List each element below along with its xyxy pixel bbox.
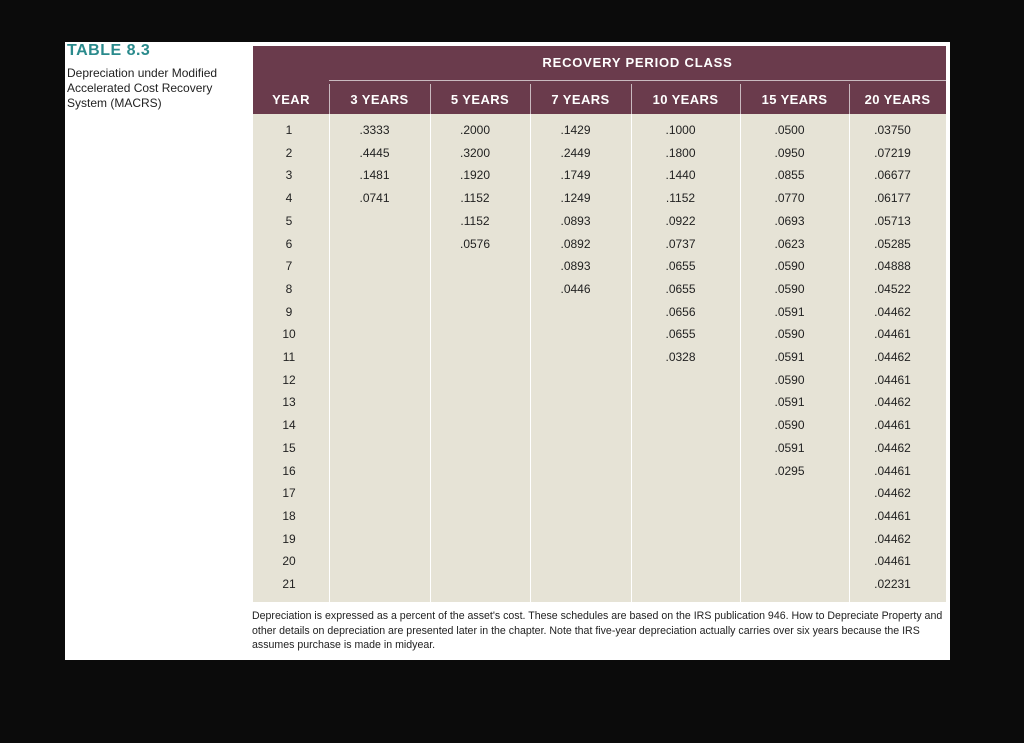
rate-cell-15-years: .0591: [774, 304, 805, 319]
rate-cell-10-years: .0655: [665, 327, 696, 342]
column-divider: [530, 114, 531, 602]
recovery-period-label: RECOVERY PERIOD CLASS: [542, 55, 733, 70]
rate-cell-10-years: .0655: [665, 281, 696, 296]
rate-cell-10-years: .0656: [665, 304, 696, 319]
rate-cell-5-years: .0576: [459, 236, 491, 251]
rate-cell-15-years: .0590: [774, 259, 805, 274]
header-divider: [329, 84, 330, 114]
column-divider: [329, 114, 330, 602]
rate-cell-7-years: .2449: [560, 145, 591, 160]
rate-cell-10-years: .1440: [665, 168, 696, 183]
rate-cell-15-years: .0770: [774, 191, 805, 206]
rate-cell-3-years: .1481: [359, 168, 390, 183]
column-divider: [849, 114, 850, 602]
year-cell: 19: [282, 531, 296, 546]
rate-cell-20-years: .04461: [874, 372, 911, 387]
header-divider: [530, 84, 531, 114]
rate-cell-20-years: .06677: [874, 168, 911, 183]
year-cell: 13: [282, 395, 296, 410]
year-cell: 20: [282, 554, 296, 569]
rate-cell-15-years: .0591: [774, 440, 805, 455]
rate-cell-20-years: .05285: [874, 236, 911, 251]
rate-cell-15-years: .0855: [774, 168, 805, 183]
rate-cell-20-years: .03750: [874, 123, 911, 137]
year-cell: 21: [282, 577, 296, 591]
rate-cell-5-years: .1152: [460, 191, 490, 206]
year-cell: 11: [282, 350, 296, 364]
rate-cell-10-years: .1800: [665, 145, 696, 160]
column-header-3-years: 3 YEARS: [350, 91, 409, 107]
year-cell: 18: [282, 508, 296, 523]
rate-cell-10-years: .0737: [665, 236, 696, 251]
year-cell: 14: [282, 418, 296, 433]
column-header-7-years: 7 YEARS: [551, 91, 610, 107]
year-cell: 4: [285, 191, 293, 206]
rate-cell-20-years: .04462: [874, 350, 911, 364]
rate-cell-20-years: .04462: [874, 531, 911, 546]
table-footnote: Depreciation is expressed as a percent of the asset's cost. These schedules are based on the IRS publication 946. How to Depreciate Property and other details on depreciation are presented later in the chapter. Note that five-year depreciation actually carries over six years because the IRS assumes purchase is made in midyear.: [252, 610, 943, 651]
column-divider: [430, 114, 431, 602]
rate-cell-20-years: .04462: [874, 395, 911, 410]
rate-cell-10-years: .1000: [665, 123, 696, 137]
rate-cell-20-years: .05713: [874, 213, 911, 228]
rate-cell-20-years: .04462: [874, 304, 911, 319]
rate-cell-20-years: .04461: [874, 327, 911, 342]
rate-cell-20-years: .04461: [874, 554, 911, 569]
column-header-5-years: 5 YEARS: [450, 91, 510, 107]
rate-cell-5-years: .1152: [460, 213, 490, 228]
rate-cell-15-years: .0591: [774, 395, 805, 410]
year-cell: 7: [285, 259, 293, 274]
year-cell: 17: [282, 486, 296, 501]
year-cell: 5: [285, 213, 293, 228]
column-header-year: YEAR: [272, 91, 310, 107]
rate-cell-3-years: .0741: [359, 191, 390, 206]
rate-cell-3-years: .4445: [359, 145, 390, 160]
year-cell: 10: [282, 327, 296, 342]
table-title: TABLE 8.3: [67, 42, 151, 59]
year-cell: 1: [285, 123, 293, 137]
table-caption: [67, 42, 247, 111]
rate-cell-10-years: .0922: [665, 213, 696, 228]
rate-cell-20-years: .02231: [874, 577, 911, 591]
rate-cell-10-years: .1152: [665, 191, 696, 206]
column-header-10-years: 10 YEARS: [652, 91, 719, 107]
header-divider: [430, 84, 431, 114]
rate-cell-15-years: .0590: [774, 418, 805, 433]
rate-cell-5-years: .3200: [459, 145, 491, 160]
rate-cell-20-years: .04888: [874, 259, 911, 274]
rate-cell-15-years: .0295: [774, 463, 805, 478]
rate-cell-15-years: .0950: [774, 145, 805, 160]
column-divider: [740, 114, 741, 602]
rate-cell-20-years: .04462: [874, 486, 911, 501]
rate-cell-7-years: .0893: [560, 213, 591, 228]
rate-cell-7-years: .1429: [560, 123, 591, 137]
rate-cell-7-years: .0892: [560, 236, 591, 251]
rate-cell-20-years: .04522: [874, 281, 911, 296]
rate-cell-7-years: .1749: [560, 168, 591, 183]
year-cell: 16: [282, 463, 296, 478]
rate-cell-10-years: .0655: [665, 259, 696, 274]
rate-cell-5-years: .1920: [459, 168, 491, 183]
rate-cell-20-years: .07219: [874, 145, 911, 160]
table-header: [253, 46, 946, 114]
rate-cell-20-years: .06177: [874, 191, 911, 206]
rate-cell-15-years: .0693: [774, 213, 805, 228]
rate-cell-15-years: .0590: [774, 327, 805, 342]
rate-cell-15-years: .0500: [774, 123, 805, 137]
rate-cell-7-years: .0446: [560, 281, 591, 296]
year-cell: 12: [282, 372, 296, 387]
table-description: Depreciation under Modified Accelerated Cost Recovery System (MACRS): [67, 66, 218, 110]
header-divider: [740, 84, 741, 114]
column-divider: [631, 114, 632, 602]
rate-cell-15-years: .0590: [774, 281, 805, 296]
rate-cell-15-years: .0591: [774, 350, 805, 364]
year-cell: 2: [285, 145, 293, 160]
rate-cell-5-years: .2000: [459, 123, 491, 137]
year-cell: 15: [282, 440, 296, 455]
year-cell: 9: [285, 304, 293, 319]
rate-cell-7-years: .1249: [560, 191, 591, 206]
year-cell: 6: [285, 236, 293, 251]
rate-cell-20-years: .04462: [874, 440, 911, 455]
rate-cell-10-years: .0328: [665, 350, 696, 364]
document-card: [65, 42, 950, 660]
rate-cell-3-years: .3333: [359, 123, 390, 137]
column-header-20-years: 20 YEARS: [864, 91, 931, 107]
rate-cell-7-years: .0893: [560, 259, 591, 274]
rate-cell-15-years: .0590: [774, 372, 805, 387]
year-cell: 8: [285, 281, 293, 296]
rate-cell-15-years: .0623: [774, 236, 805, 251]
header-divider: [849, 84, 850, 114]
header-rule: [329, 80, 946, 81]
header-divider: [631, 84, 632, 114]
column-header-15-years: 15 YEARS: [761, 91, 828, 107]
rate-cell-20-years: .04461: [874, 508, 911, 523]
rate-cell-20-years: .04461: [874, 463, 911, 478]
rate-cell-20-years: .04461: [874, 418, 911, 433]
macrs-table: [253, 46, 946, 602]
year-cell: 3: [285, 168, 293, 183]
